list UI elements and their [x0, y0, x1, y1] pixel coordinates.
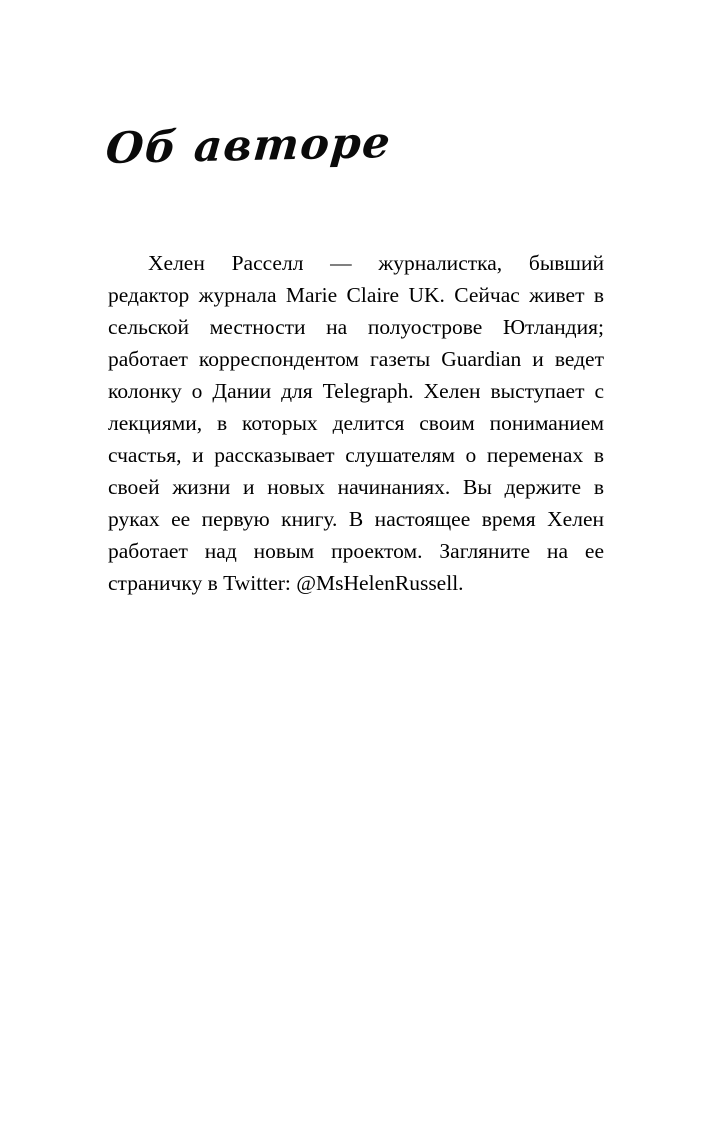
page-title: Об авторе [103, 117, 394, 174]
author-bio-paragraph: Хелен Расселл — журналистка, бывший редактор журнала Marie Claire UK. Сейчас живет в сельской местности на полуострове Ютландия; работает корреспондентом газеты Guardian и ведет колонку о Дании для Telegraph. Хелен выступает с лекциями, в которых делится своим пониманием счастья, и рассказывает слушателям о переменах в своей жизни и новых начинаниях. Вы держите в руках ее первую книгу. В настоящее время Хелен работает над новым проектом. Загляните на ее страничку в Twitter: @MsHelenRussell. [108, 250, 604, 595]
